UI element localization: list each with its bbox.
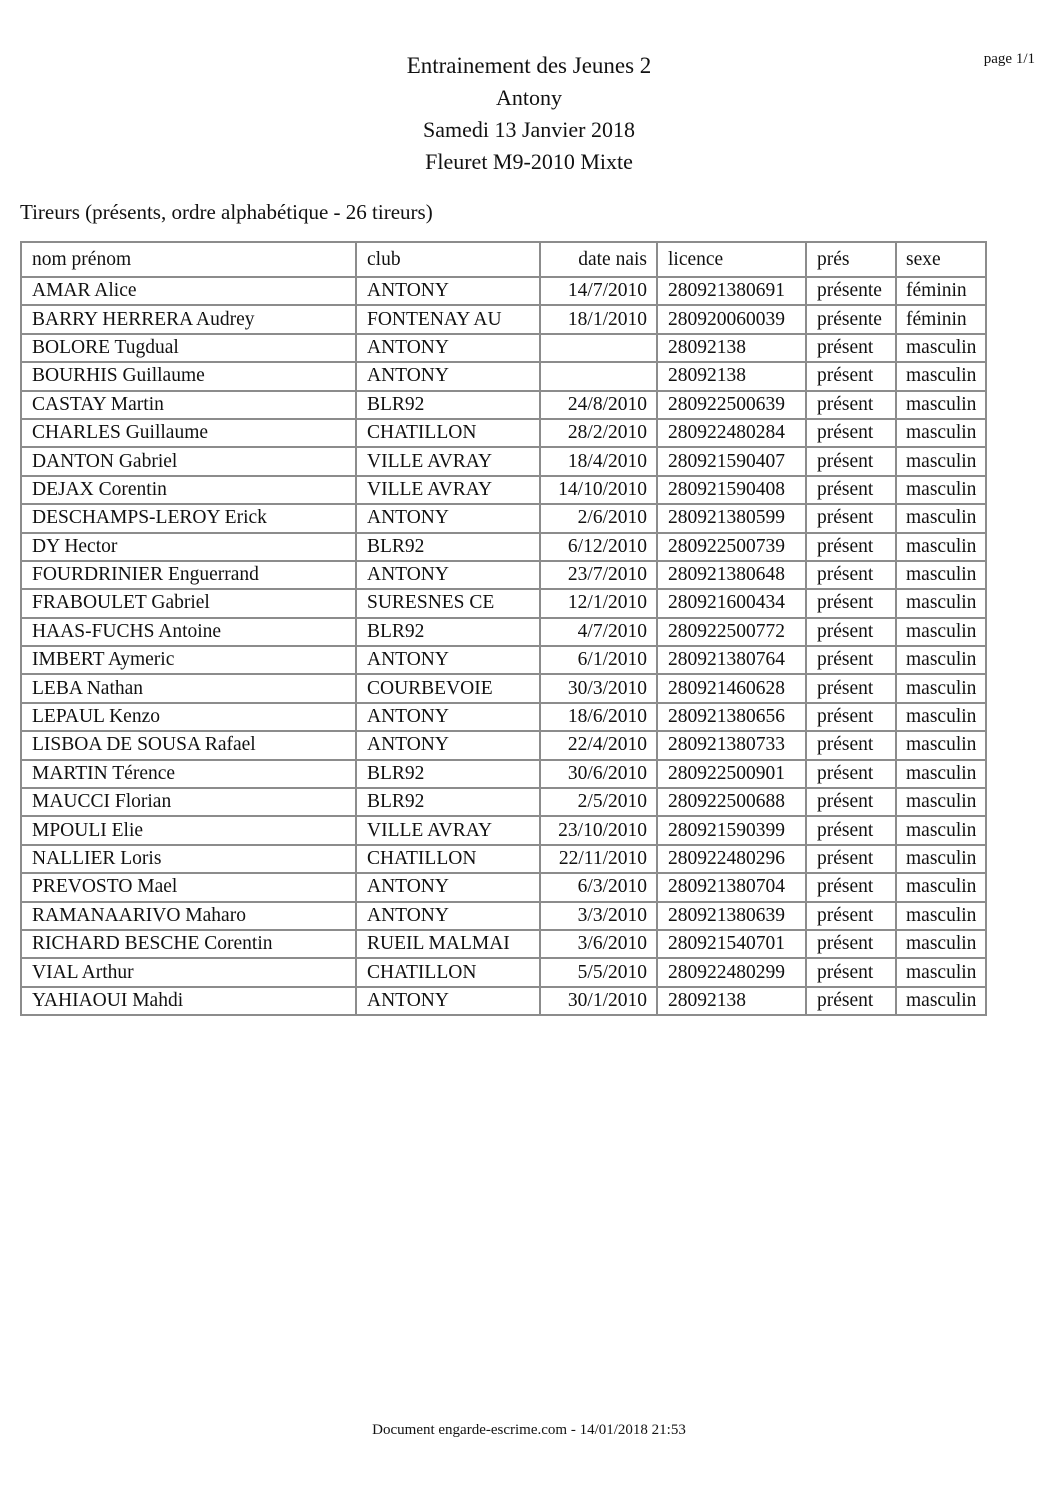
cell-birthdate: 30/1/2010 [540, 987, 657, 1015]
table-row [21, 674, 986, 702]
cell-presence: présent [806, 533, 896, 561]
cell-licence: 280922480284 [657, 419, 806, 447]
cell-licence: 28092138 [657, 334, 806, 362]
cell-licence: 280920060039 [657, 305, 806, 333]
cell-club: ANTONY [356, 987, 540, 1015]
cell-name: LISBOA DE SOUSA Rafael [21, 731, 356, 759]
cell-licence: 280921380764 [657, 646, 806, 674]
table-row [21, 930, 986, 958]
cell-sex: masculin [896, 362, 986, 390]
cell-licence: 28092138 [657, 362, 806, 390]
page-number: page 1/1 [983, 51, 1035, 67]
column-header-sex: sexe [896, 242, 986, 277]
cell-birthdate [540, 362, 657, 390]
column-header-birthdate: date nais [540, 242, 657, 277]
cell-presence: présent [806, 760, 896, 788]
document-footer: Document engarde-escrime.com - 14/01/2018 21:53 [372, 1422, 686, 1438]
cell-club: BLR92 [356, 391, 540, 419]
cell-birthdate: 22/4/2010 [540, 731, 657, 759]
cell-presence: présent [806, 589, 896, 617]
cell-presence: présent [806, 845, 896, 873]
event-title: Entrainement des Jeunes 2 [406, 53, 652, 78]
cell-name: AMAR Alice [21, 277, 356, 305]
cell-birthdate: 23/7/2010 [540, 561, 657, 589]
cell-presence: présent [806, 561, 896, 589]
cell-club: COURBEVOIE [356, 674, 540, 702]
cell-licence: 280922480299 [657, 958, 806, 986]
cell-name: BOLORE Tugdual [21, 334, 356, 362]
cell-presence: présent [806, 646, 896, 674]
cell-club: VILLE AVRAY [356, 816, 540, 844]
cell-sex: masculin [896, 447, 986, 475]
table-row [21, 533, 986, 561]
cell-birthdate [540, 334, 657, 362]
table-row [21, 760, 986, 788]
cell-sex: féminin [896, 277, 986, 305]
cell-club: VILLE AVRAY [356, 476, 540, 504]
cell-club: ANTONY [356, 334, 540, 362]
cell-birthdate: 30/6/2010 [540, 760, 657, 788]
cell-sex: masculin [896, 873, 986, 901]
cell-name: RICHARD BESCHE Corentin [21, 930, 356, 958]
cell-name: VIAL Arthur [21, 958, 356, 986]
cell-club: BLR92 [356, 533, 540, 561]
cell-birthdate: 18/6/2010 [540, 703, 657, 731]
cell-name: DY Hector [21, 533, 356, 561]
cell-presence: présent [806, 816, 896, 844]
cell-presence: présente [806, 305, 896, 333]
cell-birthdate: 2/5/2010 [540, 788, 657, 816]
cell-name: YAHIAOUI Mahdi [21, 987, 356, 1015]
cell-birthdate: 18/1/2010 [540, 305, 657, 333]
cell-sex: masculin [896, 760, 986, 788]
cell-name: HAAS-FUCHS Antoine [21, 618, 356, 646]
cell-presence: présent [806, 504, 896, 532]
column-header-name: nom prénom [21, 242, 356, 277]
cell-club: RUEIL MALMAI [356, 930, 540, 958]
table-row [21, 334, 986, 362]
table-row [21, 305, 986, 333]
cell-licence: 280921380599 [657, 504, 806, 532]
cell-sex: masculin [896, 504, 986, 532]
cell-birthdate: 18/4/2010 [540, 447, 657, 475]
cell-name: CHARLES Guillaume [21, 419, 356, 447]
table-row [21, 703, 986, 731]
cell-club: CHATILLON [356, 845, 540, 873]
cell-sex: masculin [896, 987, 986, 1015]
cell-club: VILLE AVRAY [356, 447, 540, 475]
section-title: Tireurs (présents, ordre alphabétique - 26 tireurs) [20, 200, 433, 224]
cell-licence: 280921380691 [657, 277, 806, 305]
cell-sex: masculin [896, 930, 986, 958]
cell-name: NALLIER Loris [21, 845, 356, 873]
table-row [21, 419, 986, 447]
cell-sex: masculin [896, 618, 986, 646]
column-header-club: club [356, 242, 540, 277]
cell-club: ANTONY [356, 504, 540, 532]
cell-club: SURESNES CE [356, 589, 540, 617]
cell-birthdate: 6/3/2010 [540, 873, 657, 901]
cell-presence: présent [806, 987, 896, 1015]
table-row [21, 873, 986, 901]
cell-sex: masculin [896, 731, 986, 759]
table-row [21, 987, 986, 1015]
table-row [21, 362, 986, 390]
cell-club: BLR92 [356, 618, 540, 646]
cell-birthdate: 2/6/2010 [540, 504, 657, 532]
cell-birthdate: 5/5/2010 [540, 958, 657, 986]
cell-birthdate: 30/3/2010 [540, 674, 657, 702]
cell-name: IMBERT Aymeric [21, 646, 356, 674]
cell-licence: 280921380704 [657, 873, 806, 901]
cell-sex: masculin [896, 902, 986, 930]
cell-birthdate: 12/1/2010 [540, 589, 657, 617]
cell-sex: masculin [896, 589, 986, 617]
cell-birthdate: 4/7/2010 [540, 618, 657, 646]
cell-club: CHATILLON [356, 419, 540, 447]
cell-name: MPOULI Elie [21, 816, 356, 844]
cell-club: BLR92 [356, 760, 540, 788]
cell-birthdate: 6/12/2010 [540, 533, 657, 561]
cell-sex: masculin [896, 334, 986, 362]
table-row [21, 902, 986, 930]
cell-club: ANTONY [356, 362, 540, 390]
table-row [21, 476, 986, 504]
cell-presence: présent [806, 902, 896, 930]
cell-club: ANTONY [356, 902, 540, 930]
table-row [21, 561, 986, 589]
event-category: Fleuret M9-2010 Mixte [425, 149, 633, 174]
cell-birthdate: 6/1/2010 [540, 646, 657, 674]
cell-sex: masculin [896, 958, 986, 986]
cell-licence: 280921590399 [657, 816, 806, 844]
cell-presence: présent [806, 419, 896, 447]
table-row [21, 788, 986, 816]
table-row [21, 646, 986, 674]
column-header-presence: prés [806, 242, 896, 277]
cell-licence: 280922500901 [657, 760, 806, 788]
cell-presence: présent [806, 674, 896, 702]
table-row [21, 816, 986, 844]
cell-club: BLR92 [356, 788, 540, 816]
cell-name: CASTAY Martin [21, 391, 356, 419]
fencers-table [20, 241, 987, 1016]
cell-club: ANTONY [356, 873, 540, 901]
table-row [21, 731, 986, 759]
cell-name: DESCHAMPS-LEROY Erick [21, 504, 356, 532]
cell-licence: 280921540701 [657, 930, 806, 958]
event-date: Samedi 13 Janvier 2018 [422, 117, 636, 142]
cell-licence: 280921380648 [657, 561, 806, 589]
cell-name: FRABOULET Gabriel [21, 589, 356, 617]
cell-sex: masculin [896, 703, 986, 731]
cell-presence: présent [806, 618, 896, 646]
cell-licence: 280922500639 [657, 391, 806, 419]
table-row [21, 589, 986, 617]
cell-presence: présent [806, 334, 896, 362]
cell-presence: présent [806, 447, 896, 475]
cell-name: LEBA Nathan [21, 674, 356, 702]
cell-birthdate: 28/2/2010 [540, 419, 657, 447]
cell-club: FONTENAY AU [356, 305, 540, 333]
cell-birthdate: 3/6/2010 [540, 930, 657, 958]
cell-sex: masculin [896, 419, 986, 447]
cell-presence: présent [806, 958, 896, 986]
cell-name: DANTON Gabriel [21, 447, 356, 475]
cell-presence: présent [806, 703, 896, 731]
cell-name: BOURHIS Guillaume [21, 362, 356, 390]
cell-club: CHATILLON [356, 958, 540, 986]
table-row [21, 504, 986, 532]
cell-club: ANTONY [356, 731, 540, 759]
cell-sex: masculin [896, 845, 986, 873]
column-header-licence: licence [657, 242, 806, 277]
cell-birthdate: 14/7/2010 [540, 277, 657, 305]
cell-presence: présent [806, 731, 896, 759]
cell-licence: 280921590408 [657, 476, 806, 504]
cell-name: LEPAUL Kenzo [21, 703, 356, 731]
table-row [21, 391, 986, 419]
table-row [21, 277, 986, 305]
cell-birthdate: 3/3/2010 [540, 902, 657, 930]
cell-club: ANTONY [356, 277, 540, 305]
cell-sex: masculin [896, 674, 986, 702]
cell-presence: présente [806, 277, 896, 305]
cell-sex: masculin [896, 391, 986, 419]
cell-club: ANTONY [356, 646, 540, 674]
cell-name: PREVOSTO Mael [21, 873, 356, 901]
cell-licence: 280922500739 [657, 533, 806, 561]
event-location: Antony [496, 85, 562, 110]
cell-licence: 280921380639 [657, 902, 806, 930]
cell-name: MAUCCI Florian [21, 788, 356, 816]
cell-birthdate: 24/8/2010 [540, 391, 657, 419]
cell-licence: 280921380656 [657, 703, 806, 731]
table-header-row [21, 242, 986, 277]
cell-sex: masculin [896, 788, 986, 816]
cell-name: BARRY HERRERA Audrey [21, 305, 356, 333]
cell-sex: masculin [896, 816, 986, 844]
table-row [21, 845, 986, 873]
cell-sex: masculin [896, 646, 986, 674]
cell-licence: 280922480296 [657, 845, 806, 873]
cell-birthdate: 14/10/2010 [540, 476, 657, 504]
cell-presence: présent [806, 873, 896, 901]
cell-name: RAMANAARIVO Maharo [21, 902, 356, 930]
cell-licence: 28092138 [657, 987, 806, 1015]
cell-sex: masculin [896, 533, 986, 561]
cell-birthdate: 23/10/2010 [540, 816, 657, 844]
cell-sex: masculin [896, 476, 986, 504]
cell-name: FOURDRINIER Enguerrand [21, 561, 356, 589]
cell-licence: 280922500688 [657, 788, 806, 816]
cell-sex: masculin [896, 561, 986, 589]
cell-presence: présent [806, 362, 896, 390]
cell-licence: 280921590407 [657, 447, 806, 475]
cell-club: ANTONY [356, 703, 540, 731]
cell-licence: 280921600434 [657, 589, 806, 617]
cell-presence: présent [806, 391, 896, 419]
cell-sex: féminin [896, 305, 986, 333]
table-row [21, 447, 986, 475]
table-row [21, 618, 986, 646]
cell-presence: présent [806, 788, 896, 816]
cell-name: MARTIN Térence [21, 760, 356, 788]
cell-club: ANTONY [356, 561, 540, 589]
cell-presence: présent [806, 476, 896, 504]
document-header [0, 50, 1058, 178]
cell-presence: présent [806, 930, 896, 958]
cell-licence: 280921460628 [657, 674, 806, 702]
cell-licence: 280922500772 [657, 618, 806, 646]
cell-name: DEJAX Corentin [21, 476, 356, 504]
cell-birthdate: 22/11/2010 [540, 845, 657, 873]
table-row [21, 958, 986, 986]
cell-licence: 280921380733 [657, 731, 806, 759]
